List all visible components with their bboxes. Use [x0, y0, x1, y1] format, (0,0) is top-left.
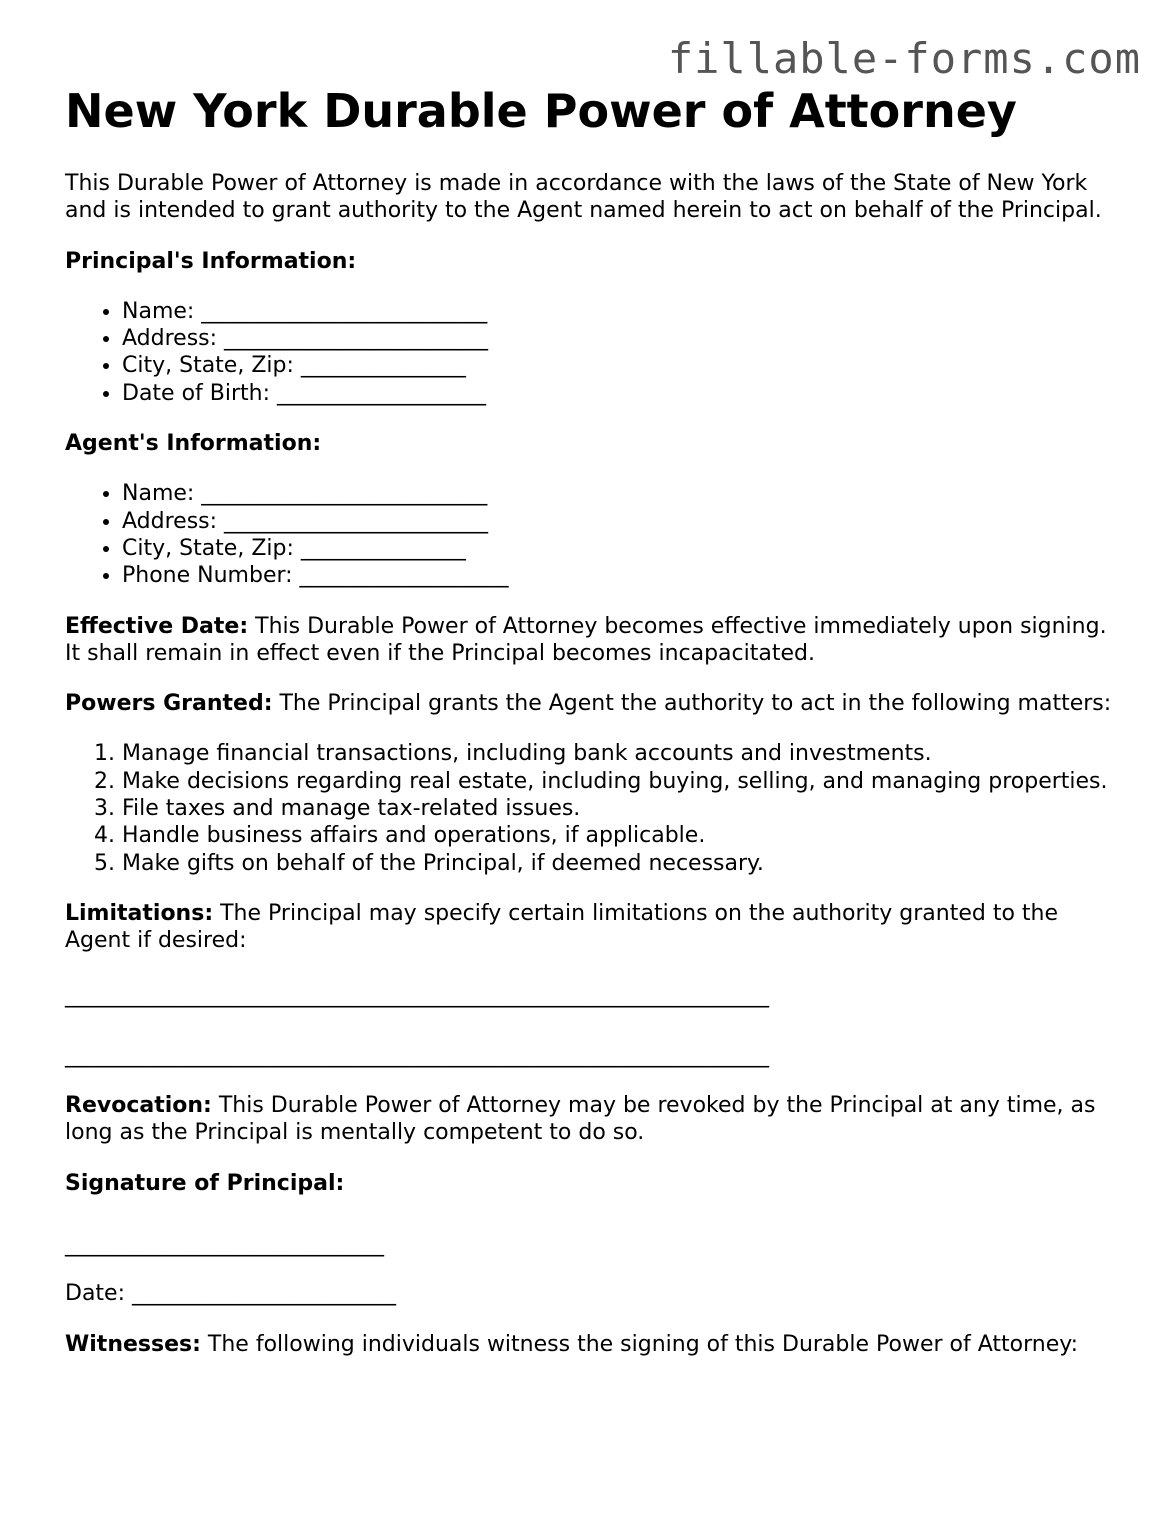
limitations-line-1[interactable]: ________________________________________________________________ [65, 982, 769, 1008]
powers-list [65, 740, 1125, 876]
document-title: New York Durable Power of Attorney [65, 84, 1017, 138]
power-item: 1. Manage financial transactions, including bank accounts and investments. [122, 740, 1125, 767]
principal-name-field[interactable]: • Name: __________________________ [122, 298, 1125, 325]
limitations-label: Limitations: [65, 900, 214, 926]
power-item: 5. Make gifts on behalf of the Principal, if deemed necessary. [122, 850, 1125, 877]
intro-paragraph: This Durable Power of Attorney is made in accordance with the laws of the State of New York and is intended to grant authority to the Agent named herein to act on behalf of the Principal. [65, 171, 1102, 224]
effective-date-text: This Durable Power of Attorney becomes effective immediately upon signing. It shall remain in effect even if the Principal becomes incapacitated. [65, 613, 1107, 666]
effective-date-label: Effective Date: [65, 613, 249, 639]
power-item: 4. Handle business affairs and operations, if applicable. [122, 822, 1125, 849]
witnesses-paragraph [65, 1331, 1125, 1358]
watermark: fillable-forms.com [667, 34, 1141, 83]
principal-address-field[interactable]: • Address: ________________________ [122, 325, 1125, 352]
power-item: 3. File taxes and manage tax-related issues. [122, 795, 1125, 822]
signature-date-field[interactable]: Date: ________________________ [65, 1281, 396, 1307]
revocation-label: Revocation: [65, 1093, 212, 1119]
witnesses-label: Witnesses: [65, 1331, 201, 1357]
revocation-paragraph [65, 1092, 1125, 1147]
limitations-paragraph [65, 900, 1125, 955]
agent-info-heading: Agent's Information: [65, 431, 322, 457]
power-item: 2. Make decisions regarding real estate, including buying, selling, and managing properties. [122, 768, 1125, 795]
limitations-line-2[interactable]: ________________________________________________________________ [65, 1042, 769, 1068]
agent-phone-field[interactable]: • Phone Number: ___________________ [122, 562, 1125, 589]
principal-fields-list [65, 298, 1125, 407]
principal-info-heading: Principal's Information: [65, 248, 357, 274]
principal-signature-line[interactable]: _____________________________ [65, 1232, 384, 1258]
signature-heading: Signature of Principal: [65, 1170, 345, 1196]
powers-granted-label: Powers Granted: [65, 691, 273, 717]
witnesses-text: The following individuals witness the signing of this Durable Power of Attorney: [200, 1331, 1079, 1357]
principal-dob-field[interactable]: • Date of Birth: ___________________ [122, 380, 1125, 407]
effective-date-paragraph [65, 613, 1125, 668]
agent-city-state-zip-field[interactable]: • City, State, Zip: _______________ [122, 535, 1125, 562]
revocation-text: This Durable Power of Attorney may be revoked by the Principal at any time, as long as the Principal is mentally competent to do so. [65, 1093, 1096, 1146]
powers-granted-paragraph [65, 690, 1125, 717]
principal-city-state-zip-field[interactable]: • City, State, Zip: _______________ [122, 352, 1125, 379]
agent-fields-list [65, 480, 1125, 589]
document-page [65, 80, 1125, 1358]
agent-name-field[interactable]: • Name: __________________________ [122, 480, 1125, 507]
limitations-text: The Principal may specify certain limitations on the authority granted to the Agent if desired: [65, 900, 1059, 954]
powers-granted-text: The Principal grants the Agent the authority to act in the following matters: [272, 691, 1112, 717]
agent-address-field[interactable]: • Address: ________________________ [122, 508, 1125, 535]
